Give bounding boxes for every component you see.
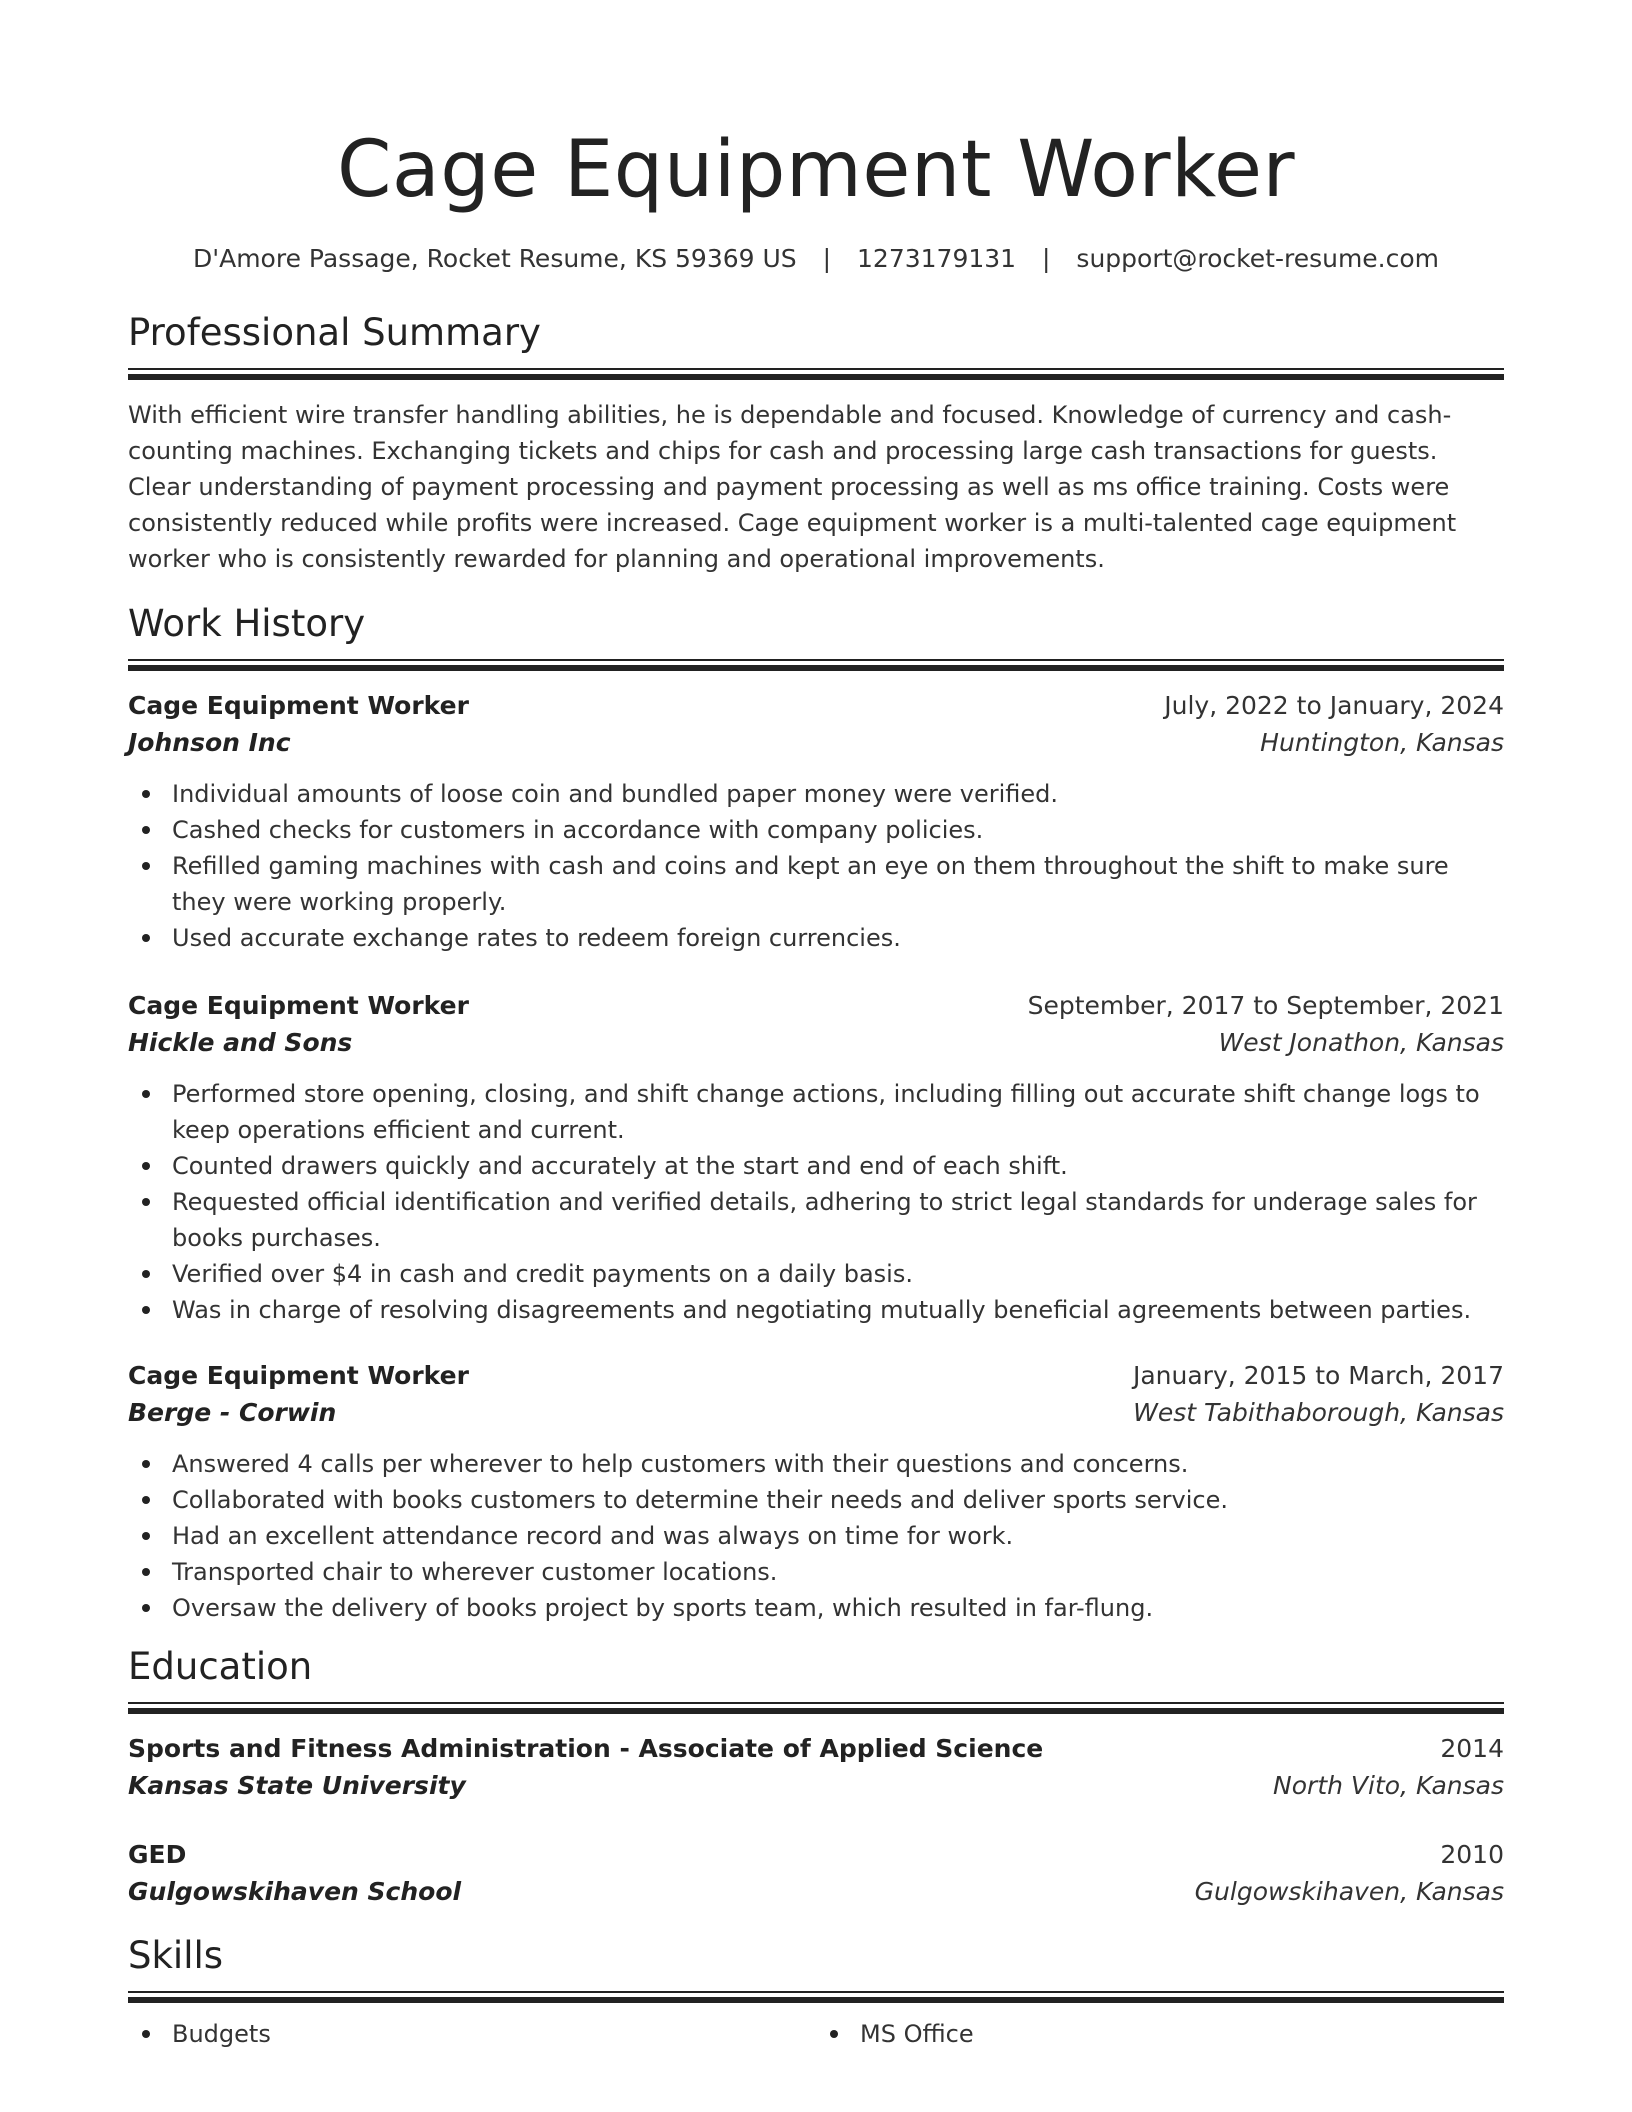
company-name: Johnson Inc [128, 728, 291, 757]
work-history-section [128, 601, 1504, 1626]
education-entry [128, 1837, 1504, 1911]
list-item: Was in charge of resolving disagreements and negotiating mutually beneficial agreements between parties. [128, 1292, 1504, 1328]
section-title: Skills [128, 1934, 224, 1977]
section-title: Professional Summary [128, 311, 541, 354]
company-name: Berge - Corwin [128, 1398, 337, 1427]
skills-list [128, 2016, 1504, 2052]
job-entry [128, 1358, 1504, 1626]
separator: | [822, 244, 832, 273]
list-item: Individual amounts of loose coin and bundled paper money were verified. [128, 776, 1504, 812]
candidate-name: Cage Equipment Worker [336, 125, 1296, 215]
summary-text: With efficient wire transfer handling abilities, he is dependable and focused. Knowledge of currency and cash-counting machines. Exchanging tickets and chips for cash and processing large cash transactions for guests. Clear understanding of payment processing and payment processing as well as ms office training. Costs were consistently reduced while profits were increased. Cage equipment worker is a multi-talented cage equipment worker who is consistently rewarded for planning and operational improvements. [128, 401, 1457, 573]
skill-item: MS Office [816, 2016, 1504, 2052]
skills-column-right [816, 2016, 1504, 2052]
list-item: Collaborated with books customers to determine their needs and deliver sports service. [128, 1482, 1504, 1518]
section-divider [128, 659, 1504, 672]
company-name: Hickle and Sons [128, 1028, 353, 1057]
degree: Sports and Fitness Administration - Associate of Applied Science [128, 1734, 1044, 1763]
phone: 1273179131 [857, 244, 1017, 273]
graduation-year: 2010 [1440, 1840, 1504, 1869]
graduation-year: 2014 [1440, 1734, 1504, 1763]
job-title: Cage Equipment Worker [128, 1361, 469, 1390]
job-dates: January, 2015 to March, 2017 [1132, 1361, 1504, 1390]
skills-column-left [128, 2016, 816, 2052]
job-bullets [128, 1446, 1504, 1626]
list-item: Answered 4 calls per wherever to help customers with their questions and concerns. [128, 1446, 1504, 1482]
contact-line [128, 242, 1504, 276]
skills-section [128, 1933, 1504, 2052]
section-divider [128, 368, 1504, 381]
job-entry [128, 988, 1504, 1328]
school-location: Gulgowskihaven, Kansas [1194, 1877, 1504, 1906]
separator: | [1042, 244, 1051, 273]
job-bullets [128, 1076, 1504, 1328]
list-item: Counted drawers quickly and accurately at the start and end of each shift. [128, 1148, 1504, 1184]
email: support@rocket-resume.com [1076, 244, 1440, 273]
section-title: Work History [128, 602, 366, 645]
job-entry [128, 688, 1504, 956]
job-title: Cage Equipment Worker [128, 991, 469, 1020]
list-item: Performed store opening, closing, and shift change actions, including filling out accurate shift change logs to keep operations efficient and current. [128, 1076, 1504, 1148]
school-location: North Vito, Kansas [1273, 1771, 1504, 1800]
list-item: Verified over $4 in cash and credit payments on a daily basis. [128, 1256, 1504, 1292]
job-location: West Tabithaborough, Kansas [1133, 1398, 1504, 1427]
address: D'Amore Passage, Rocket Resume, KS 59369 US [192, 244, 797, 273]
summary-section [128, 310, 1504, 577]
list-item: Transported chair to wherever customer locations. [128, 1554, 1504, 1590]
job-location: West Jonathon, Kansas [1218, 1028, 1504, 1057]
degree: GED [128, 1840, 187, 1869]
list-item: Refilled gaming machines with cash and coins and kept an eye on them throughout the shift to make sure they were working properly. [128, 848, 1504, 920]
job-dates: July, 2022 to January, 2024 [1164, 691, 1504, 720]
school-name: Kansas State University [128, 1771, 466, 1800]
education-section [128, 1644, 1504, 1911]
job-location: Huntington, Kansas [1260, 728, 1504, 757]
section-divider [128, 1991, 1504, 2004]
education-entry [128, 1731, 1504, 1805]
list-item: Used accurate exchange rates to redeem foreign currencies. [128, 920, 1504, 956]
job-title: Cage Equipment Worker [128, 691, 469, 720]
job-bullets [128, 776, 1504, 956]
list-item: Had an excellent attendance record and was always on time for work. [128, 1518, 1504, 1554]
list-item: Cashed checks for customers in accordance with company policies. [128, 812, 1504, 848]
school-name: Gulgowskihaven School [128, 1877, 462, 1906]
section-divider [128, 1702, 1504, 1715]
list-item: Requested official identification and verified details, adhering to strict legal standards for underage sales for books purchases. [128, 1184, 1504, 1256]
job-dates: September, 2017 to September, 2021 [1027, 991, 1504, 1020]
list-item: Oversaw the delivery of books project by sports team, which resulted in far-flung. [128, 1590, 1504, 1626]
section-title: Education [128, 1645, 313, 1688]
skill-item: Budgets [128, 2016, 816, 2052]
